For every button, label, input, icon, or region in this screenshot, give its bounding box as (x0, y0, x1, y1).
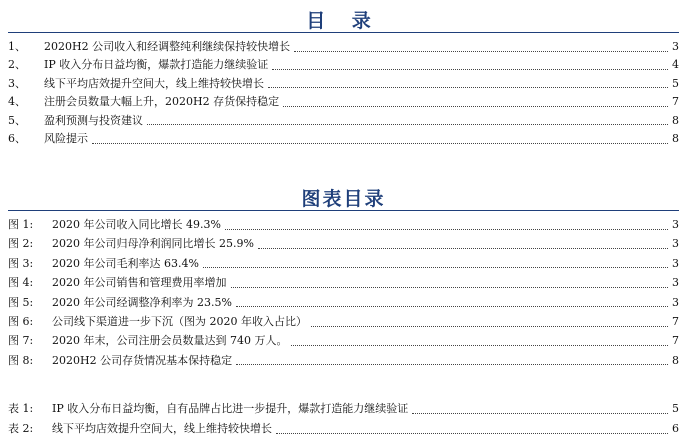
figure-entry-number: 图 7: (8, 334, 34, 348)
figure-row[interactable] (8, 352, 679, 370)
figure-entry-number: 图 5: (8, 295, 34, 309)
figure-entry-number: 图 3: (8, 256, 34, 270)
figure-entry-number: 图 6: (8, 315, 34, 328)
dot-leader (236, 306, 668, 307)
dot-leader (147, 124, 668, 125)
dot-leader (268, 87, 668, 88)
toc-row[interactable] (8, 56, 679, 74)
toc-entry-text[interactable]: 线下平均店效提升空间大，线上维持较快增长 (44, 76, 264, 90)
toc-row[interactable] (8, 38, 679, 56)
dot-leader (231, 287, 669, 288)
table-entry-number: 表 2: (8, 422, 34, 435)
toc-entry-number: 3、 (8, 76, 26, 90)
dot-leader (236, 364, 668, 365)
toc-entry-page-number[interactable]: 8 (672, 113, 679, 127)
figure-entry-text[interactable]: 2020 年公司收入同比增长 49.3% (52, 218, 221, 231)
figure-entry-page-number[interactable]: 3 (672, 256, 679, 270)
toc-entry-text[interactable]: 2020H2 公司收入和经调整纯利继续保持较快增长 (44, 40, 291, 53)
dot-leader (276, 433, 668, 434)
toc-entry-page-number[interactable]: 7 (672, 95, 679, 109)
table-entry-page-number[interactable]: 5 (672, 402, 679, 415)
table-row[interactable] (8, 420, 679, 438)
toc-entry-page-number[interactable]: 5 (672, 76, 679, 90)
figure-entry-text[interactable]: 2020 年公司归母净利润同比增长 25.9% (52, 237, 254, 251)
figure-entry-number: 图 4: (8, 276, 34, 290)
figure-row[interactable] (8, 294, 679, 312)
toc-row[interactable] (8, 130, 679, 148)
toc-entry-page-number[interactable]: 8 (672, 132, 679, 145)
dot-leader (272, 69, 668, 70)
table-entry-number: 表 1: (8, 402, 34, 415)
figure-row[interactable] (8, 332, 679, 350)
toc-row[interactable] (8, 112, 679, 130)
toc-entry-number: 2、 (8, 58, 26, 72)
dot-leader (258, 248, 668, 249)
figure-entry-text[interactable]: 2020 年公司毛利率达 63.4% (52, 256, 199, 270)
figure-row[interactable] (8, 255, 679, 273)
figure-entry-number: 图 2: (8, 237, 34, 251)
toc-row[interactable] (8, 75, 679, 93)
toc-entry-page-number[interactable]: 4 (672, 58, 679, 72)
toc-entry-number: 4、 (8, 95, 26, 109)
toc-entry-text[interactable]: 风险提示 (44, 132, 88, 145)
figure-row[interactable] (8, 274, 679, 292)
dot-leader (291, 345, 668, 346)
figure-row[interactable] (8, 216, 679, 234)
figure-entry-number: 图 8: (8, 353, 34, 367)
table-row[interactable] (8, 400, 679, 418)
figure-entry-text[interactable]: 2020 年公司经调整净利率为 23.5% (52, 295, 232, 309)
figure-entry-page-number[interactable]: 3 (672, 218, 679, 231)
dot-leader (203, 267, 668, 268)
dot-leader (311, 326, 668, 327)
toc-entry-page-number[interactable]: 3 (672, 40, 679, 53)
toc-entry-number: 6、 (8, 132, 26, 145)
dot-leader (225, 229, 668, 230)
table-entry-text[interactable]: IP 收入分布日益均衡，自有品牌占比进一步提升，爆款打造能力继续验证 (52, 402, 409, 415)
figure-row[interactable] (8, 313, 679, 331)
figure-entry-page-number[interactable]: 8 (672, 353, 679, 367)
figure-entry-page-number[interactable]: 7 (672, 315, 679, 328)
table-entry-page-number[interactable]: 6 (672, 422, 679, 435)
toc-entry-text[interactable]: 盈利预测与投资建议 (44, 113, 143, 127)
toc-entry-number: 5、 (8, 113, 26, 127)
figure-entry-number: 图 1: (8, 218, 34, 231)
table-entry-text[interactable]: 线下平均店效提升空间大，线上维持较快增长 (52, 422, 272, 435)
figure-entry-text[interactable]: 公司线下渠道进一步下沉（图为 2020 年收入占比） (52, 315, 307, 328)
figure-entry-page-number[interactable]: 3 (672, 237, 679, 251)
dot-leader (294, 51, 668, 52)
dot-leader (92, 143, 668, 144)
toc-title: 目 录 (306, 10, 381, 32)
figures-title: 图表目录 (301, 188, 386, 210)
toc-row[interactable] (8, 93, 679, 111)
figure-row[interactable] (8, 235, 679, 253)
figure-entry-text[interactable]: 2020H2 公司存货情况基本保持稳定 (52, 353, 233, 367)
figures-title-rule (8, 210, 679, 211)
toc-entry-number: 1、 (8, 40, 26, 53)
figure-entry-page-number[interactable]: 3 (672, 276, 679, 290)
figure-entry-text[interactable]: 2020 年末，公司注册会员数量达到 740 万人。 (52, 334, 288, 348)
dot-leader (412, 413, 668, 414)
dot-leader (283, 106, 668, 107)
toc-title-rule (8, 32, 679, 33)
figure-entry-page-number[interactable]: 7 (672, 334, 679, 348)
toc-entry-text[interactable]: 注册会员数量大幅上升，2020H2 存货保持稳定 (44, 95, 280, 109)
toc-entry-text[interactable]: IP 收入分布日益均衡，爆款打造能力继续验证 (44, 58, 269, 72)
figure-entry-page-number[interactable]: 3 (672, 295, 679, 309)
figure-entry-text[interactable]: 2020 年公司销售和管理费用率增加 (52, 276, 227, 290)
